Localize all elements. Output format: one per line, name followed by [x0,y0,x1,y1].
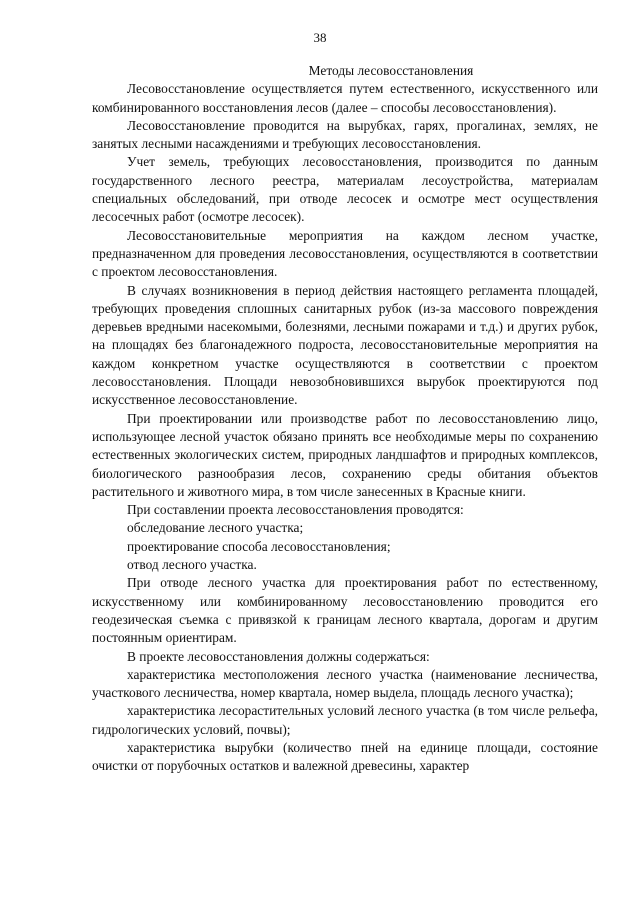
paragraph: Лесовосстановительные мероприятия на каждом лесном участке, предназначенном для проведения лесовосстановления, осуществляются в соответствии с проектом лесовосстановления. [92,227,598,280]
paragraph: Учет земель, требующих лесовосстановления, производится по данным государственного лесного реестра, материалам лесоустройства, материалам специальных обследований, при отводе лесосек и осмотре мест осуществления лесосечных работ (осмотре лесосек). [92,154,598,225]
page-number: 38 [313,30,327,45]
document-body [92,62,598,776]
list-item: отвод лесного участка. [127,557,257,573]
paragraph: При составлении проекта лесовосстановления проводятся: [127,502,464,518]
list-item: характеристика лесорастительных условий лесного участка (в том числе рельефа, гидрологических условий, почвы); [92,703,598,737]
list-item: характеристика вырубки (количество пней на единице площади, состояние очистки от порубочных остатков и валежной древесины, характер [92,739,598,774]
paragraph: При отводе лесного участка для проектирования работ по естественному, искусственному или комбинированному лесовосстановлению проводится его геодезическая съемка с привязкой к границам лесного квартала, дорогам и другим постоянным ориентирам. [92,575,598,646]
list-item: характеристика местоположения лесного участка (наименование лесничества, участкового лесничества, номер квартала, номер выдела, площадь лесного участка); [92,666,598,701]
paragraph: В проекте лесовосстановления должны содержаться: [127,648,430,664]
paragraph: При проектировании или производстве работ по лесовосстановлению лицо, использующее лесной участок обязано принять все необходимые меры по сохранению естественных экологических систем, природных ландшафтов и природных комплексов, биологического разнообразия лесов, сохранению среды обитания объектов растительного и животного мира, в том числе занесенных в Красные книги. [92,410,598,499]
list-item: обследование лесного участка; [127,520,304,536]
section-title: Методы лесовосстановления [308,63,474,78]
paragraph: Лесовосстановление проводится на вырубках, гарях, прогалинах, землях, не занятых лесными насаждениями и требующих лесовосстановления. [92,117,598,152]
list-item: проектирование способа лесовосстановления; [127,538,391,554]
paragraph: Лесовосстановление осуществляется путем естественного, искусственного или комбинированного восстановления лесов (далее – способы лесовосстановления). [92,81,598,115]
paragraph: В случаях возникновения в период действия настоящего регламента площадей, требующих проведения сплошных санитарных рубок (из-за массового повреждения деревьев вредными насекомыми, болезнями, лесными пожарами и т.д.) и других рубок, на площадях без благонадежного подроста, лесовосстановительные мероприятия на каждом конкретном участке осуществляются в соответствии с проектом лесовосстановления. Площади невозобновившихся вырубок проектируются под искусственное лесовосстановление. [92,282,598,408]
